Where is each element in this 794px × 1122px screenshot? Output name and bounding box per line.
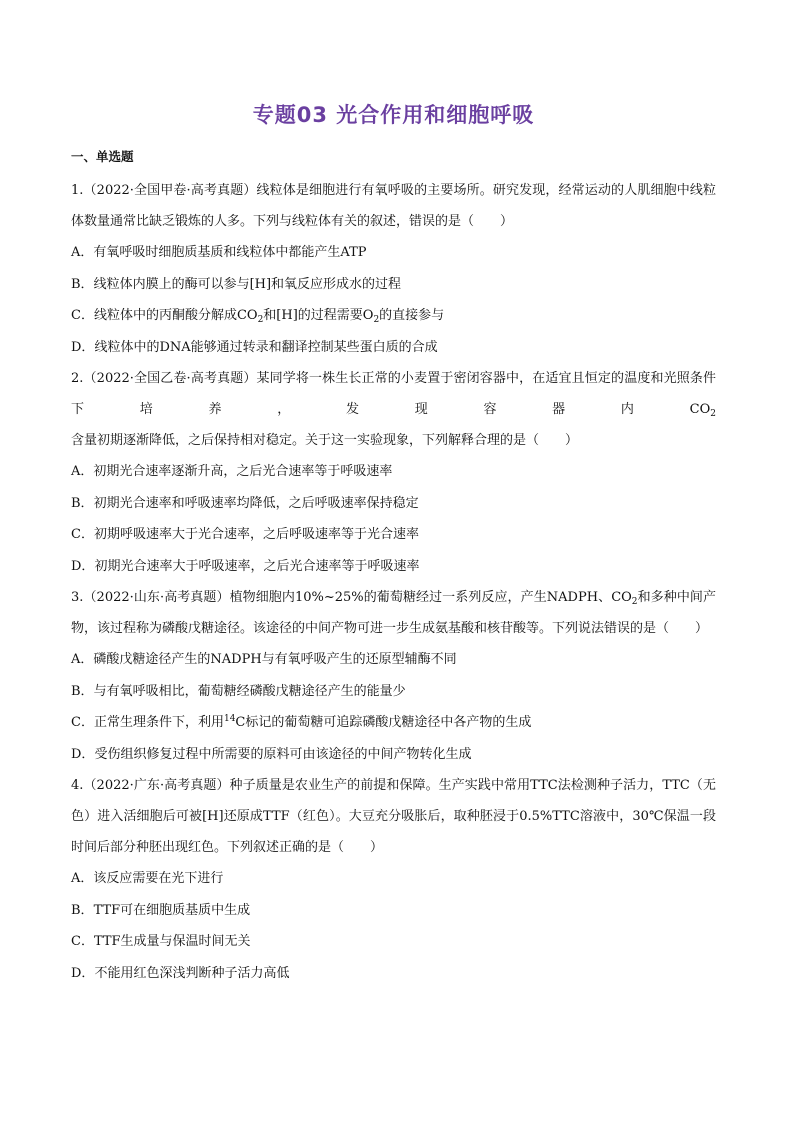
question-4-options xyxy=(71,863,716,989)
option-text: TTF生成量与保温时间无关 xyxy=(93,934,251,949)
superscript: 14 xyxy=(223,714,236,724)
option-label: C． xyxy=(71,527,94,542)
question-2-options xyxy=(71,456,716,582)
option-text: 初期光合速率逐渐升高，之后光合速率等于呼吸速率 xyxy=(93,464,393,479)
question-2-option-d[interactable] xyxy=(71,551,716,583)
question-1-stem: 1.（2022·全国甲卷·高考真题）线粒体是细胞进行有氧呼吸的主要场所。研究发现，经常运动的人肌细胞中线粒体数量通常比缺乏锻炼的人多。下列与线粒体有关的叙述，错误的是（ ） xyxy=(71,183,716,229)
question-4-option-b[interactable] xyxy=(71,895,716,927)
question-1 xyxy=(71,175,716,363)
stem-text: 2.（2022·全国乙卷·高考真题）某同学将一株生长正常的小麦置于密闭容器中，在适宜且恒定的温度和光照条件下培养，发现容器内CO xyxy=(71,371,716,417)
option-label: D． xyxy=(71,746,95,762)
subscript: 2 xyxy=(631,597,638,607)
option-text: 与有氧呼吸相比，葡萄糖经磷酸戊糖途径产生的能量少 xyxy=(93,683,406,699)
option-label: D． xyxy=(71,965,95,981)
question-3-option-d[interactable] xyxy=(71,739,716,771)
option-label: C． xyxy=(71,715,94,730)
option-text: 正常生理条件下，利用 xyxy=(93,715,224,730)
question-1-option-a[interactable] xyxy=(71,237,716,269)
option-text: 的直接参与 xyxy=(379,308,445,323)
option-label: B． xyxy=(71,902,94,918)
question-4-stem: 4.（2022·广东·高考真题）种子质量是农业生产的前提和保障。生产实践中常用TTC法检测种子活力，TTC（无色）进入活细胞后可被[H]还原成TTF（红色）。大豆充分吸胀后，取种胚浸于0.5%TTC溶液中，30℃保温一段时间后部分种胚出现红色。下列叙述正确的是（ ） xyxy=(71,778,716,855)
question-4-option-a[interactable] xyxy=(71,863,716,895)
option-label: A． xyxy=(71,871,94,886)
option-label: C． xyxy=(71,308,94,323)
question-1-options xyxy=(71,237,716,363)
option-label: D． xyxy=(71,558,95,574)
question-2-option-b[interactable] xyxy=(71,488,716,520)
option-text: 有氧呼吸时细胞质基质和线粒体中都能产生ATP xyxy=(93,245,367,260)
option-label: A． xyxy=(71,245,94,260)
option-text: 初期呼吸速率大于光合速率，之后呼吸速率等于光合速率 xyxy=(93,527,419,542)
page-title: 专题03 光合作用和细胞呼吸 xyxy=(252,103,535,127)
question-1-option-b[interactable] xyxy=(71,269,716,301)
subscript: 2 xyxy=(257,315,264,325)
option-text: 初期光合速率和呼吸速率均降低，之后呼吸速率保持稳定 xyxy=(93,495,419,511)
option-label: B． xyxy=(71,683,94,699)
option-text: 该反应需要在光下进行 xyxy=(93,871,224,886)
option-text: 线粒体内膜上的酶可以参与[H]和氧反应形成水的过程 xyxy=(93,276,402,292)
subscript: 2 xyxy=(710,409,716,419)
option-label: A． xyxy=(71,652,94,667)
option-text: TTF可在细胞质基质中生成 xyxy=(93,902,251,918)
question-2-stem xyxy=(71,363,716,456)
question-4 xyxy=(71,770,716,989)
subscript: 2 xyxy=(373,315,380,325)
question-1-option-c[interactable] xyxy=(71,300,716,332)
stem-text: 3.（2022·山东·高考真题）植物细胞内10%~25%的葡萄糖经过一系列反应，产生NADPH、CO xyxy=(71,590,632,605)
question-2 xyxy=(71,363,716,582)
question-2-option-c[interactable] xyxy=(71,519,716,551)
question-3-stem xyxy=(71,582,716,644)
option-text: C标记的葡萄糖可追踪磷酸戊糖途径中各产物的生成 xyxy=(235,715,532,730)
question-3 xyxy=(71,582,716,770)
option-text: 受伤组织修复过程中所需要的原料可由该途径的中间产物转化生成 xyxy=(94,746,472,762)
question-3-option-a[interactable] xyxy=(71,644,716,676)
question-4-option-d[interactable] xyxy=(71,958,716,990)
option-label: B． xyxy=(71,495,94,511)
question-3-options xyxy=(71,644,716,770)
question-3-option-b[interactable] xyxy=(71,676,716,708)
option-text: 和[H]的过程需要O xyxy=(263,308,374,323)
question-1-option-d[interactable] xyxy=(71,332,716,364)
option-text: 磷酸戊糖途径产生的NADPH与有氧呼吸产生的还原型辅酶不同 xyxy=(93,652,457,667)
option-text: 初期光合速率大于呼吸速率，之后光合速率等于呼吸速率 xyxy=(94,558,420,574)
question-3-option-c[interactable] xyxy=(71,707,716,739)
option-text: 线粒体中的丙酮酸分解成CO xyxy=(93,308,258,323)
option-text: 线粒体中的DNA能够通过转录和翻译控制某些蛋白质的合成 xyxy=(94,339,438,355)
option-label: D． xyxy=(71,339,95,355)
section-heading: 一、单选题 xyxy=(71,149,134,164)
question-2-option-a[interactable] xyxy=(71,456,716,488)
option-text: 不能用红色深浅判断种子活力高低 xyxy=(94,965,290,981)
stem-text: 含量初期逐渐降低，之后保持相对稳定。关于这一实验现象，下列解释合理的是（ ） xyxy=(71,433,579,448)
option-label: A． xyxy=(71,464,94,479)
question-4-option-c[interactable] xyxy=(71,926,716,958)
option-label: B． xyxy=(71,276,94,292)
stem-text: 和多种中间产物，该过程称为磷酸戊糖途径。该途径的中间产物可进一步生成氨基酸和核苷酸等。下列说法错误的是（ ） xyxy=(71,590,716,636)
option-label: C． xyxy=(71,934,94,949)
